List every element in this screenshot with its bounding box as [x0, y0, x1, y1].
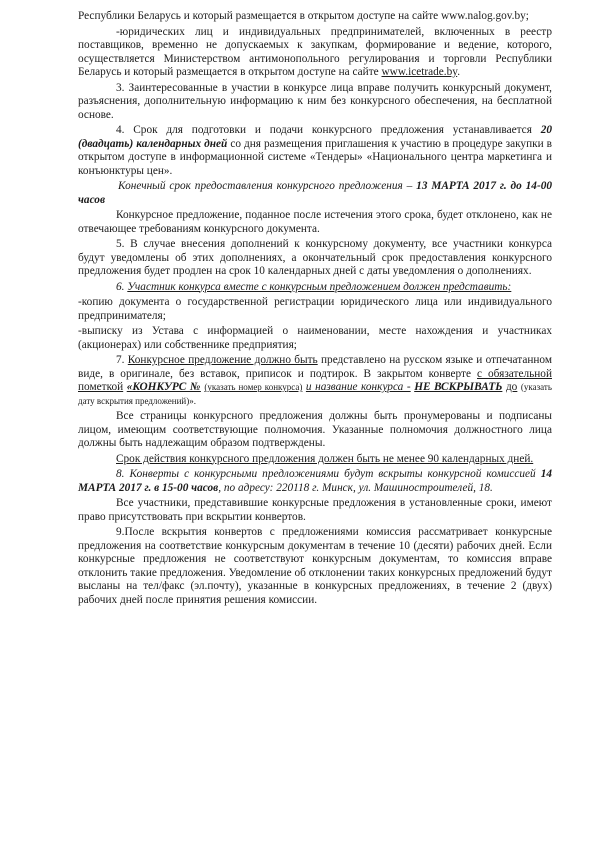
deadline-intro: 4. Срок для подготовки и подачи конкурсного предложения устанавливается: [116, 124, 532, 136]
deadline-days: 20 (двадцать) календарных дней: [78, 124, 552, 150]
final-deadline-date: 13 МАРТА 2017 г. до 14-00 часов: [78, 180, 553, 206]
paragraph-pages-signed: Все страницы конкурсного предложения должны быть пронумерованы и подписаны лицом, имеющим соответствующие полномочия. Указанные полномочия должностного лица должны быть надлежащим образом подтверждены.: [78, 410, 552, 449]
paragraph-supplier-registry: [78, 26, 552, 80]
konkurs-number-hint: (указать номер конкурса): [204, 382, 303, 392]
paragraph-validity: Срок действия конкурсного предложения должен быть не менее 90 календарных дней.: [116, 452, 534, 465]
paragraph-3-free-docs: 3. Заинтересованные в участии в конкурсе лица вправе получить конкурсный документ, разъяснения, дополнительную информацию к ним без конкурсного обеспечения, на бесплатной основе.: [78, 81, 552, 121]
paragraph-tax-site: Республики Беларусь и который размещается в открытом доступе на сайте www.nalog.gov.by;: [78, 10, 529, 22]
format-underlined: Конкурсное предложение должно быть: [127, 354, 318, 366]
paragraph-4-deadline: [78, 124, 552, 178]
do-not-open-mark: НЕ ВСКРЫВАТЬ: [414, 381, 503, 393]
konkurs-name-mark: и название конкурса -: [305, 381, 411, 393]
required-docs-heading: Участник конкурса вместе с конкурсным предложением должен представить:: [127, 280, 512, 293]
opening-datetime: 14 МАРТА 2017 г. в 15-00 часов: [78, 468, 553, 494]
paragraph-late-rejected: Конкурсное предложение, поданное после истечения этого срока, будет отклонено, как не отвечающее требованиям конкурсного документа.: [78, 209, 552, 235]
paragraph-8-opening: [78, 468, 552, 495]
supplier-registry-end: .: [457, 66, 461, 78]
paragraph-registration-copy: -копию документа о государственной регистрации юридического лица или индивидуального предпринимателя;: [78, 296, 552, 322]
paragraph-6-required-docs: [78, 281, 552, 295]
final-deadline-label: Конечный срок предоставления конкурсного предложения –: [118, 180, 413, 192]
supplier-registry-text: -юридических лиц и индивидуальных предпринимателей, включенных в реестр поставщиков, временно не допускаемых к закупкам, формирование и ведение, которого, осуществляется Министерством антимонопольного регулирования и торговли Республики Беларусь и который размещается в открытом доступе на сайте: [78, 25, 552, 78]
item-7-number: 7.: [116, 354, 125, 366]
deadline-rest: со дня размещения приглашения к участию в процедуре закупки в открытом доступе в информационной системе «Тендеры» «Национального центра маркетинга и конъюнктуры цен».: [78, 137, 553, 177]
paragraph-5-amendments: 5. В случае внесения дополнений к конкурсному документу, все участники конкурса будут уведомлены об этих дополнениях, а окончательный срок предоставления конкурсного предложения будет продлен на срок 10 календарных дней с даты уведомления о дополнениях.: [78, 238, 552, 277]
mandatory-mark: с обязательной пометкой: [78, 367, 552, 393]
item-6-number: 6.: [116, 280, 125, 293]
paragraph-attendance: Все участники, представившие конкурсные предложения в установленные сроки, имеют право присутствовать при вскрытии конвертов.: [78, 497, 552, 523]
opening-date-hint: (указать дату вскрытия предложений)».: [78, 382, 552, 406]
do-until: до: [505, 381, 518, 393]
format-text: представлено на русском языке и отпечатанном виде, в оригинале, без вставок, приписок и подтирок. В закрытом конверте: [78, 354, 553, 380]
paragraph-charter-extract: -выписку из Устава с информацией о наименовании, месте нахождения и участниках (акционерах) или собственнике предприятия;: [78, 325, 552, 351]
icetrade-link[interactable]: www.icetrade.by: [381, 66, 458, 78]
paragraph-7-format: [78, 354, 552, 408]
konkurs-mark: «КОНКУРС №: [126, 381, 201, 393]
opening-intro: 8. Конверты с конкурсными предложениями будут вскрыты конкурсной комиссией: [116, 468, 536, 480]
paragraph-final-deadline: [78, 180, 552, 207]
opening-address: , по адресу: 220118 г. Минск, ул. Машиностроителей, 18.: [218, 481, 493, 494]
paragraph-9-review: 9.После вскрытия конвертов с предложениями комиссия рассматривает конкурсные предложения на соответствие конкурсным документам в течение 10 (десяти) рабочих дней. Если конкурсные предложения не соответствуют конкурсным документам, то комиссия вправе отклонить такие предложения. Уведомление об отклонении таких конкурсных предложений будут высланы на тел/факс (эл.почту), указанные в конкурсных предложениях, в течение 2 (двух) рабочих дней после принятия решения комиссии.: [78, 526, 552, 606]
